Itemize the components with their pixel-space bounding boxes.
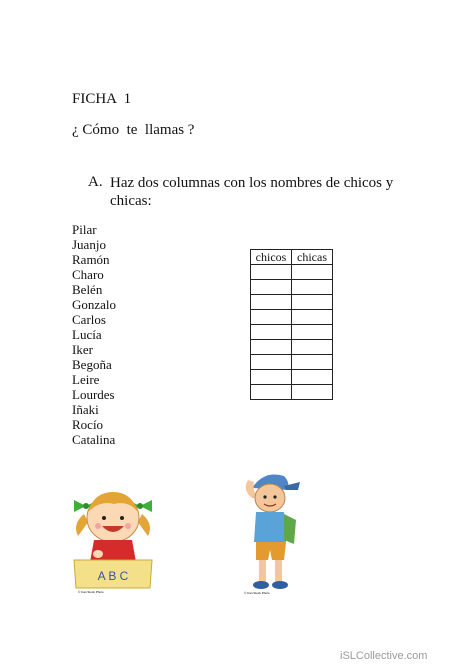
name-item: Catalina bbox=[72, 432, 116, 447]
name-item: Juanjo bbox=[72, 237, 106, 252]
table-row bbox=[251, 355, 333, 370]
question-heading: ¿ Cómo te llamas ? bbox=[72, 122, 195, 138]
name-item: Gonzalo bbox=[72, 297, 117, 312]
table-row bbox=[251, 340, 333, 355]
table-cell[interactable] bbox=[292, 280, 333, 295]
table-row bbox=[251, 295, 333, 310]
table-cell[interactable] bbox=[292, 385, 333, 400]
table-cell[interactable] bbox=[251, 265, 292, 280]
table-body bbox=[251, 265, 333, 400]
boy-illustration bbox=[238, 468, 306, 596]
name-item: Iñaki bbox=[72, 402, 99, 417]
name-item: Iker bbox=[72, 342, 93, 357]
girl-illustration bbox=[70, 484, 156, 594]
name-item: Lourdes bbox=[72, 387, 115, 402]
girl-board-text: A B C bbox=[97, 569, 129, 583]
table-cell[interactable] bbox=[292, 355, 333, 370]
table-row bbox=[251, 385, 333, 400]
column-header-chicas: chicas bbox=[292, 250, 333, 265]
worksheet-title: FICHA 1 bbox=[72, 91, 132, 107]
table-row bbox=[251, 280, 333, 295]
table-row bbox=[251, 370, 333, 385]
table-cell[interactable] bbox=[251, 325, 292, 340]
table-row bbox=[251, 310, 333, 325]
table-cell[interactable] bbox=[251, 280, 292, 295]
name-item: Charo bbox=[72, 267, 104, 282]
table-cell[interactable] bbox=[251, 310, 292, 325]
name-item: Rocío bbox=[72, 417, 104, 432]
name-item: Ramón bbox=[72, 252, 110, 267]
name-item: Leire bbox=[72, 372, 100, 387]
task-letter: A. bbox=[88, 174, 103, 190]
table-cell[interactable] bbox=[292, 370, 333, 385]
name-item: Pilar bbox=[72, 222, 97, 237]
task-instruction: Haz dos columnas con los nombres de chicos y chicas: bbox=[110, 175, 394, 209]
column-header-chicos: chicos bbox=[251, 250, 292, 265]
table-cell[interactable] bbox=[251, 340, 292, 355]
table-cell[interactable] bbox=[292, 310, 333, 325]
name-item: Begoña bbox=[72, 357, 112, 372]
table-cell[interactable] bbox=[251, 370, 292, 385]
table-cell[interactable] bbox=[251, 295, 292, 310]
table-cell[interactable] bbox=[292, 295, 333, 310]
table-cell[interactable] bbox=[292, 325, 333, 340]
svg-text:© Can Stock Photo: © Can Stock Photo bbox=[78, 590, 104, 594]
footer-watermark: iSLCollective.com bbox=[340, 650, 428, 662]
svg-text:© Can Stock Photo: © Can Stock Photo bbox=[244, 591, 270, 595]
table-row bbox=[251, 265, 333, 280]
name-item: Carlos bbox=[72, 312, 106, 327]
table-cell[interactable] bbox=[251, 355, 292, 370]
table-cell[interactable] bbox=[251, 385, 292, 400]
table-cell[interactable] bbox=[292, 265, 333, 280]
names-list bbox=[72, 222, 116, 447]
name-item: Belén bbox=[72, 282, 103, 297]
table-row bbox=[251, 325, 333, 340]
name-item: Lucía bbox=[72, 327, 102, 342]
table-cell[interactable] bbox=[292, 340, 333, 355]
classification-table bbox=[250, 249, 333, 400]
